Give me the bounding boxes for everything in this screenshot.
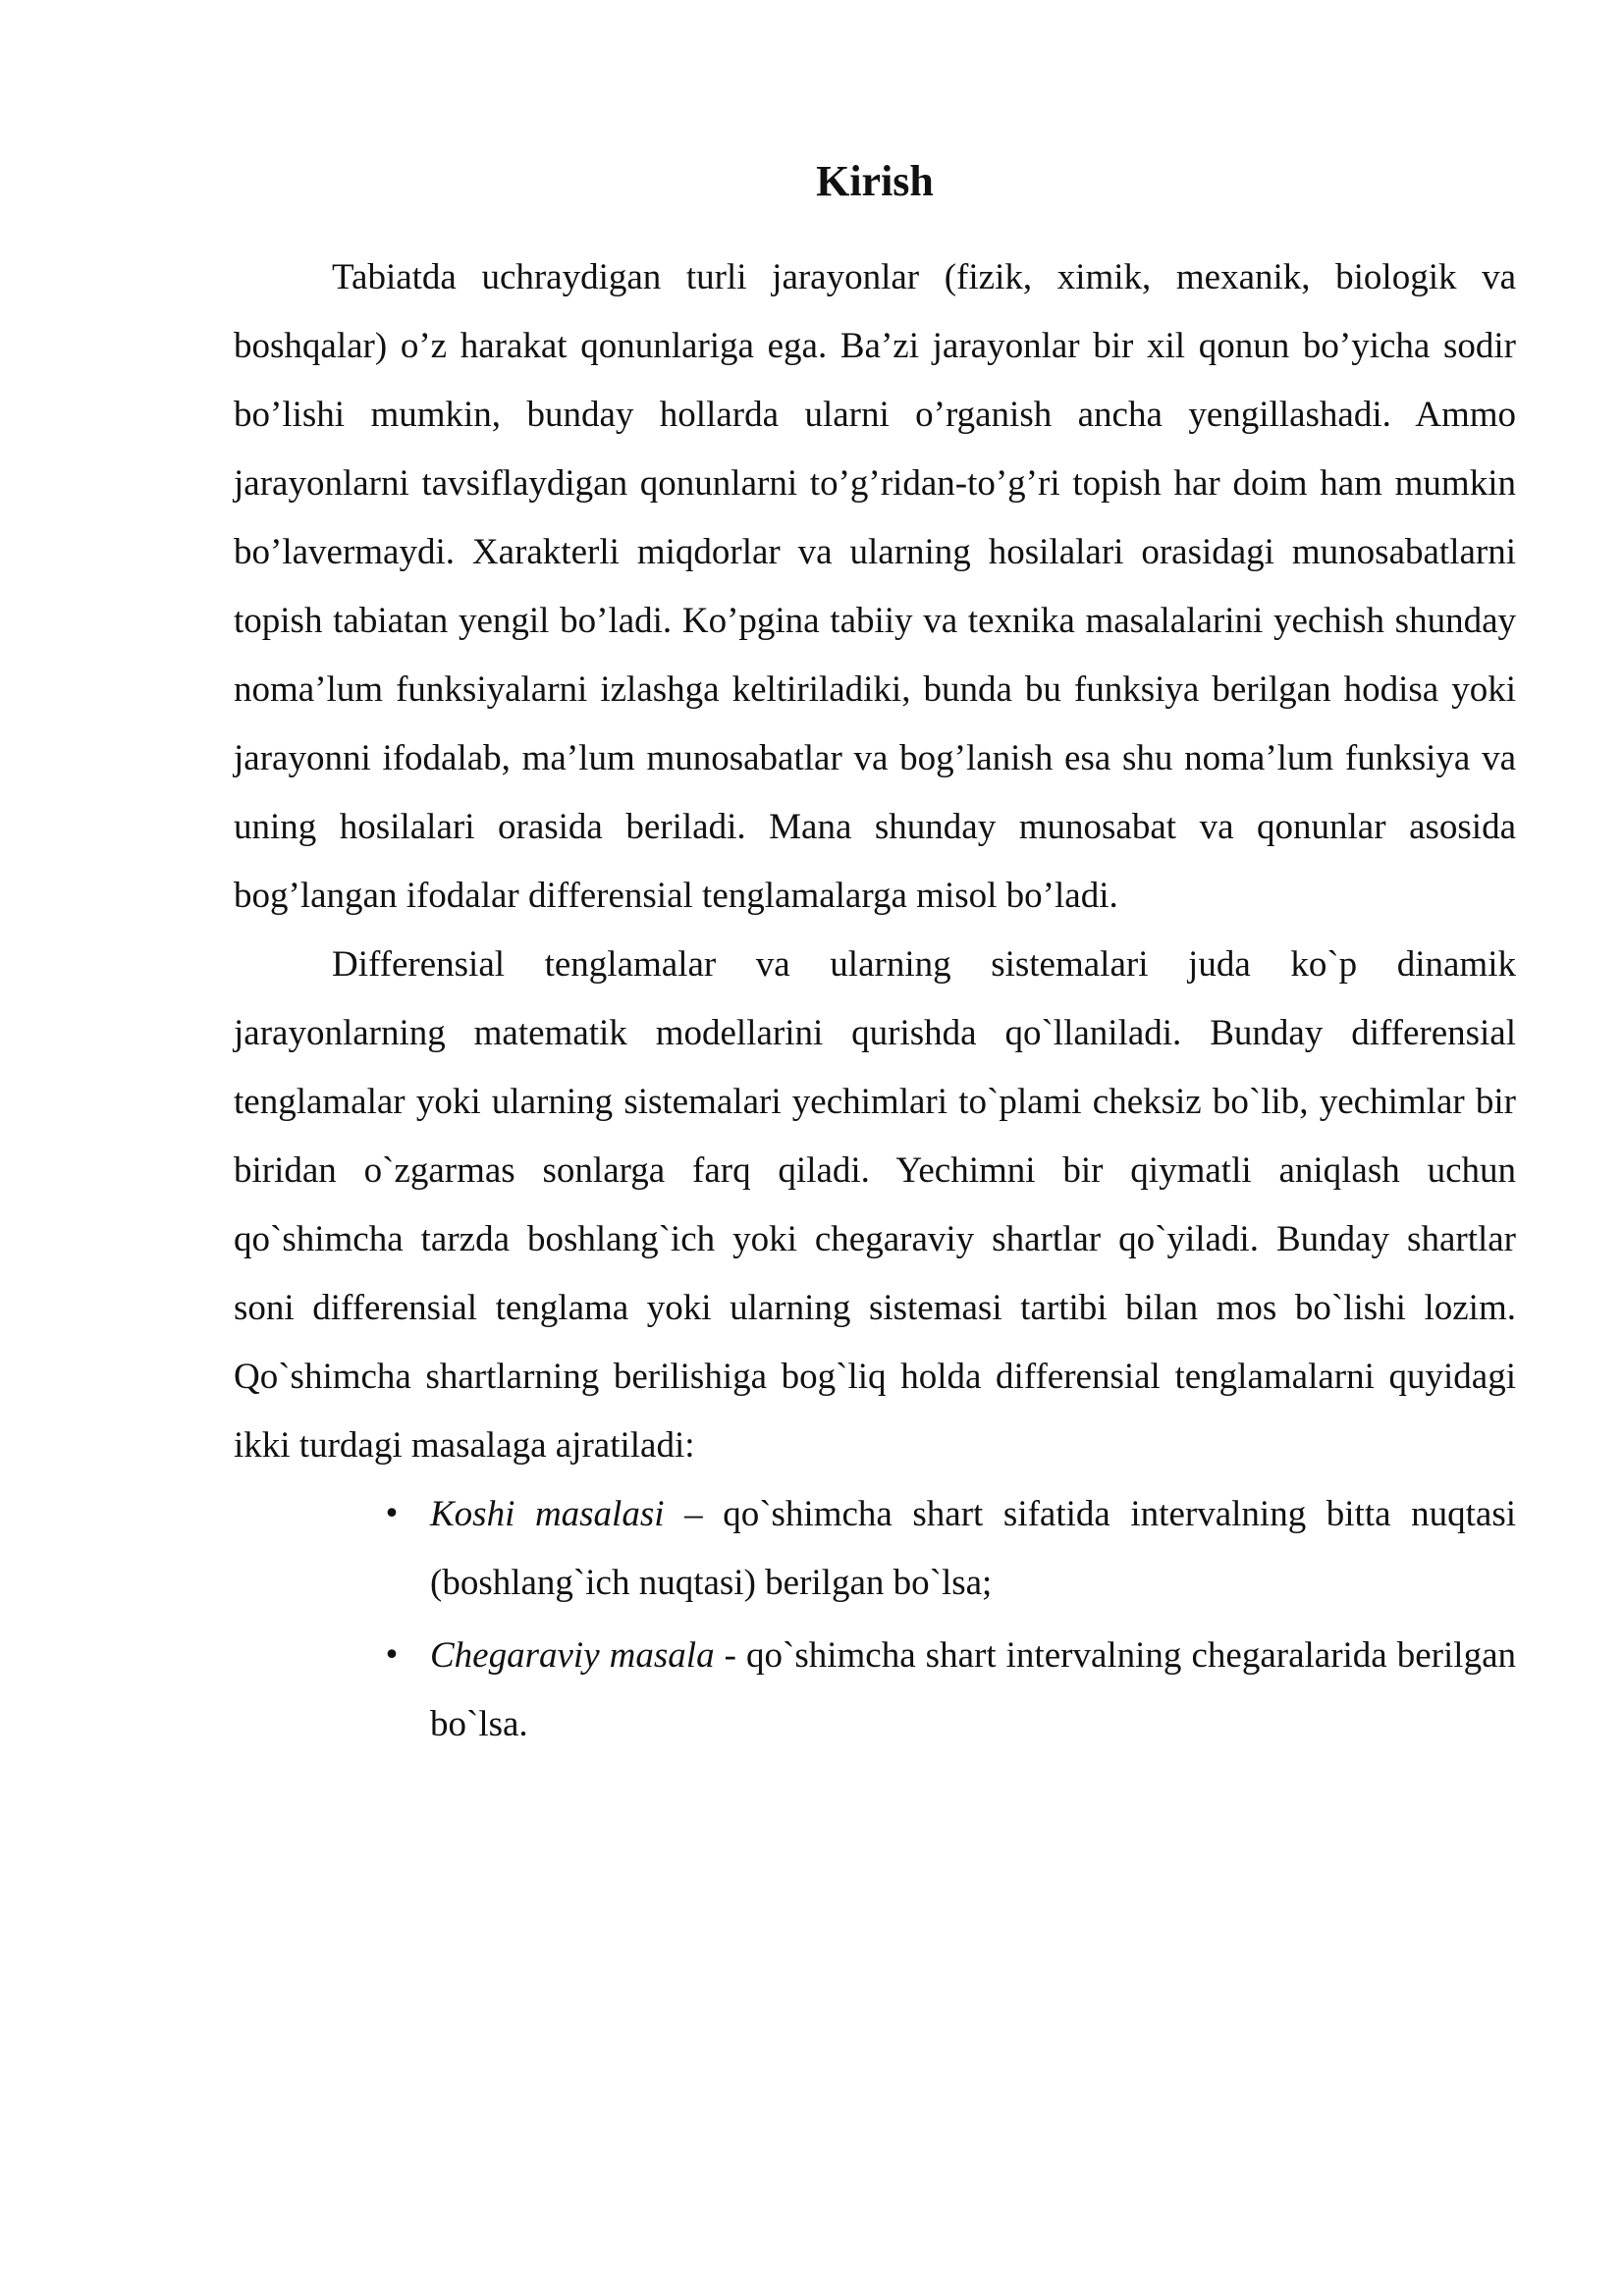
document-page <box>234 147 1516 1763</box>
list-item-chegaraviy <box>234 1622 1516 1759</box>
paragraph-intro: Tabiatda uchraydigan turli jarayonlar (fizik, ximik, mexanik, biologik va boshqalar) o’z harakat qonunlariga ega. Ba’zi jarayonlar bir xil qonun bo’yicha sodir bo’lishi mumkin, bunday hollarda ularni o’rganish ancha yengillashadi. Ammo jarayonlarni tavsiflaydigan qonunlarni to’g’ridan-to’g’ri topish har doim ham mumkin bo’lavermaydi. Xarakterli miqdorlar va ularning hosilalari orasidagi munosabatlarni topish tabiatan yengil bo’ladi. Ko’pgina tabiiy va texnika masalalarini yechish shunday noma’lum funksiyalarni izlashga keltiriladiki, bunda bu funksiya berilgan hodisa yoki jarayonni ifodalab, ma’lum munosabatlar va bog’lanish esa shu noma’lum funksiya va uning hosilalari orasida beriladi. Mana shunday munosabat va qonunlar asosida bog’langan ifodalar differensial tenglamalarga misol bo’ladi. <box>234 257 1516 916</box>
paragraph-differential-equations: Differensial tenglamalar va ularning sistemalari juda ko`p dinamik jarayonlarning matematik modellarini qurishda qo`llaniladi. Bunday differensial tenglamalar yoki ularning sistemalari yechimlari to`plami cheksiz bo`lib, yechimlar bir biridan o`zgarmas sonlarga farq qiladi. Yechimni bir qiymatli aniqlash uchun qo`shimcha tarzda boshlang`ich yoki chegaraviy shartlar qo`yiladi. Bunday shartlar soni differensial tenglama yoki ularning sistemasi tartibi bilan mos bo`lishi lozim. Qo`shimcha shartlarning berilishiga bog`liq holda differensial tenglamalarni quyidagi ikki turdagi masalaga ajratiladi: <box>234 944 1516 1466</box>
list-item-term: Chegaraviy masala <box>430 1635 715 1676</box>
list-item-term: Koshi masalasi <box>430 1494 665 1534</box>
list-item-text: - qo`shimcha shart intervalning chegaralarida berilgan bo`lsa. <box>430 1635 1516 1744</box>
page-title: Kirish <box>816 157 934 205</box>
bullet-icon: • <box>383 1638 401 1673</box>
list-item-text: – qo`shimcha shart sifatida intervalning bitta nuqtasi (boshlang`ich nuqtasi) berilgan bo`lsa; <box>430 1494 1516 1603</box>
problem-types-list <box>234 1480 1516 1759</box>
list-item-koshi <box>234 1480 1516 1618</box>
bullet-icon: • <box>383 1497 401 1531</box>
